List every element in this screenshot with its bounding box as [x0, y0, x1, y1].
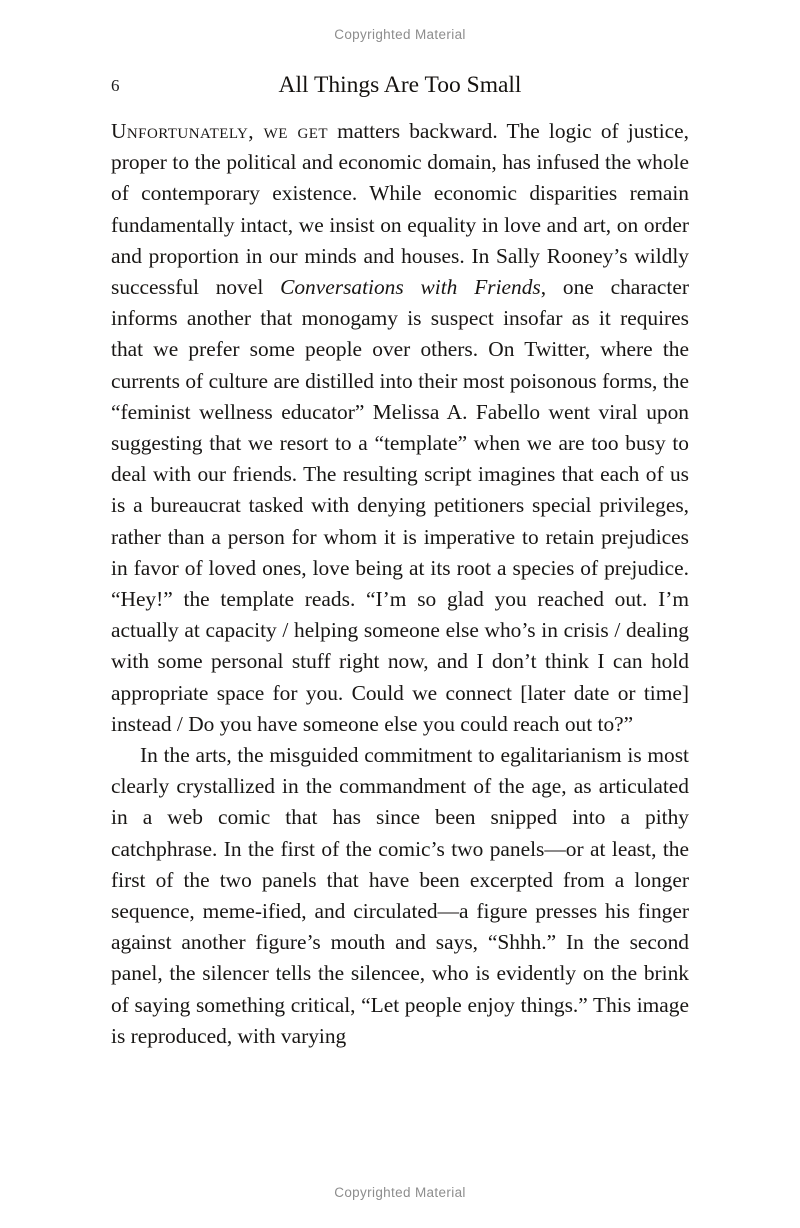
paragraph	[111, 740, 689, 1052]
paragraph	[111, 116, 689, 740]
body-text-block	[111, 116, 689, 1052]
text-run-normal: , one character informs another that monogamy is suspect insofar as it requires that we prefer some people over others. On Twitter, where the currents of culture are distilled into their most poisonous forms, the “feminist wellness educator” Melissa A. Fabello went viral upon suggesting that we resort to a “template” when we are too busy to deal with our friends. The resulting script imagines that each of us is a bureaucrat tasked with denying petitioners special privileges, rather than a person for whom it is imperative to retain prejudices in favor of loved ones, love being at its root a species of prejudice. “Hey!” the template reads. “I’m so glad you reached out. I’m actually at capacity / helping someone else who’s in crisis / dealing with some personal stuff right now, and I don’t think I can hold appropriate space for you. Could we connect [later date or time] instead / Do you have someone else you could reach out to?”	[111, 275, 689, 736]
running-head	[111, 70, 689, 100]
text-run-normal: In the arts, the misguided commitment to egalitarianism is most clearly crystallized in the commandment of the age, as articulated in a web comic that has since been snipped into a pithy catchphrase. In the first of the comic’s two panels—or at least, the first of the two panels that have been excerpted from a longer sequence, meme-ified, and circulated—a figure presses his finger against another figure’s mouth and says, “Shhh.” In the second panel, the silencer tells the silencee, who is evidently on the brink of saying something critical, “Let people enjoy things.” This image is reproduced, with varying	[111, 743, 689, 1048]
text-run-smallcaps: Unfortunately, we get	[111, 119, 328, 143]
text-run-normal: matters backward. The logic of justice, proper to the political and economic domain, has infused the whole of contemporary existence. While economic disparities remain fundamentally intact, we insist on equality in love and art, on order and proportion in our minds and houses. In Sally Rooney’s wildly successful novel	[111, 119, 689, 300]
page-number: 6	[111, 76, 120, 95]
book-title: All Things Are Too Small	[278, 72, 522, 98]
text-run-italic: Conversations with Friends	[280, 275, 541, 300]
copyright-watermark-top: Copyrighted Material	[334, 27, 466, 42]
copyright-watermark-bottom: Copyrighted Material	[334, 1185, 466, 1200]
